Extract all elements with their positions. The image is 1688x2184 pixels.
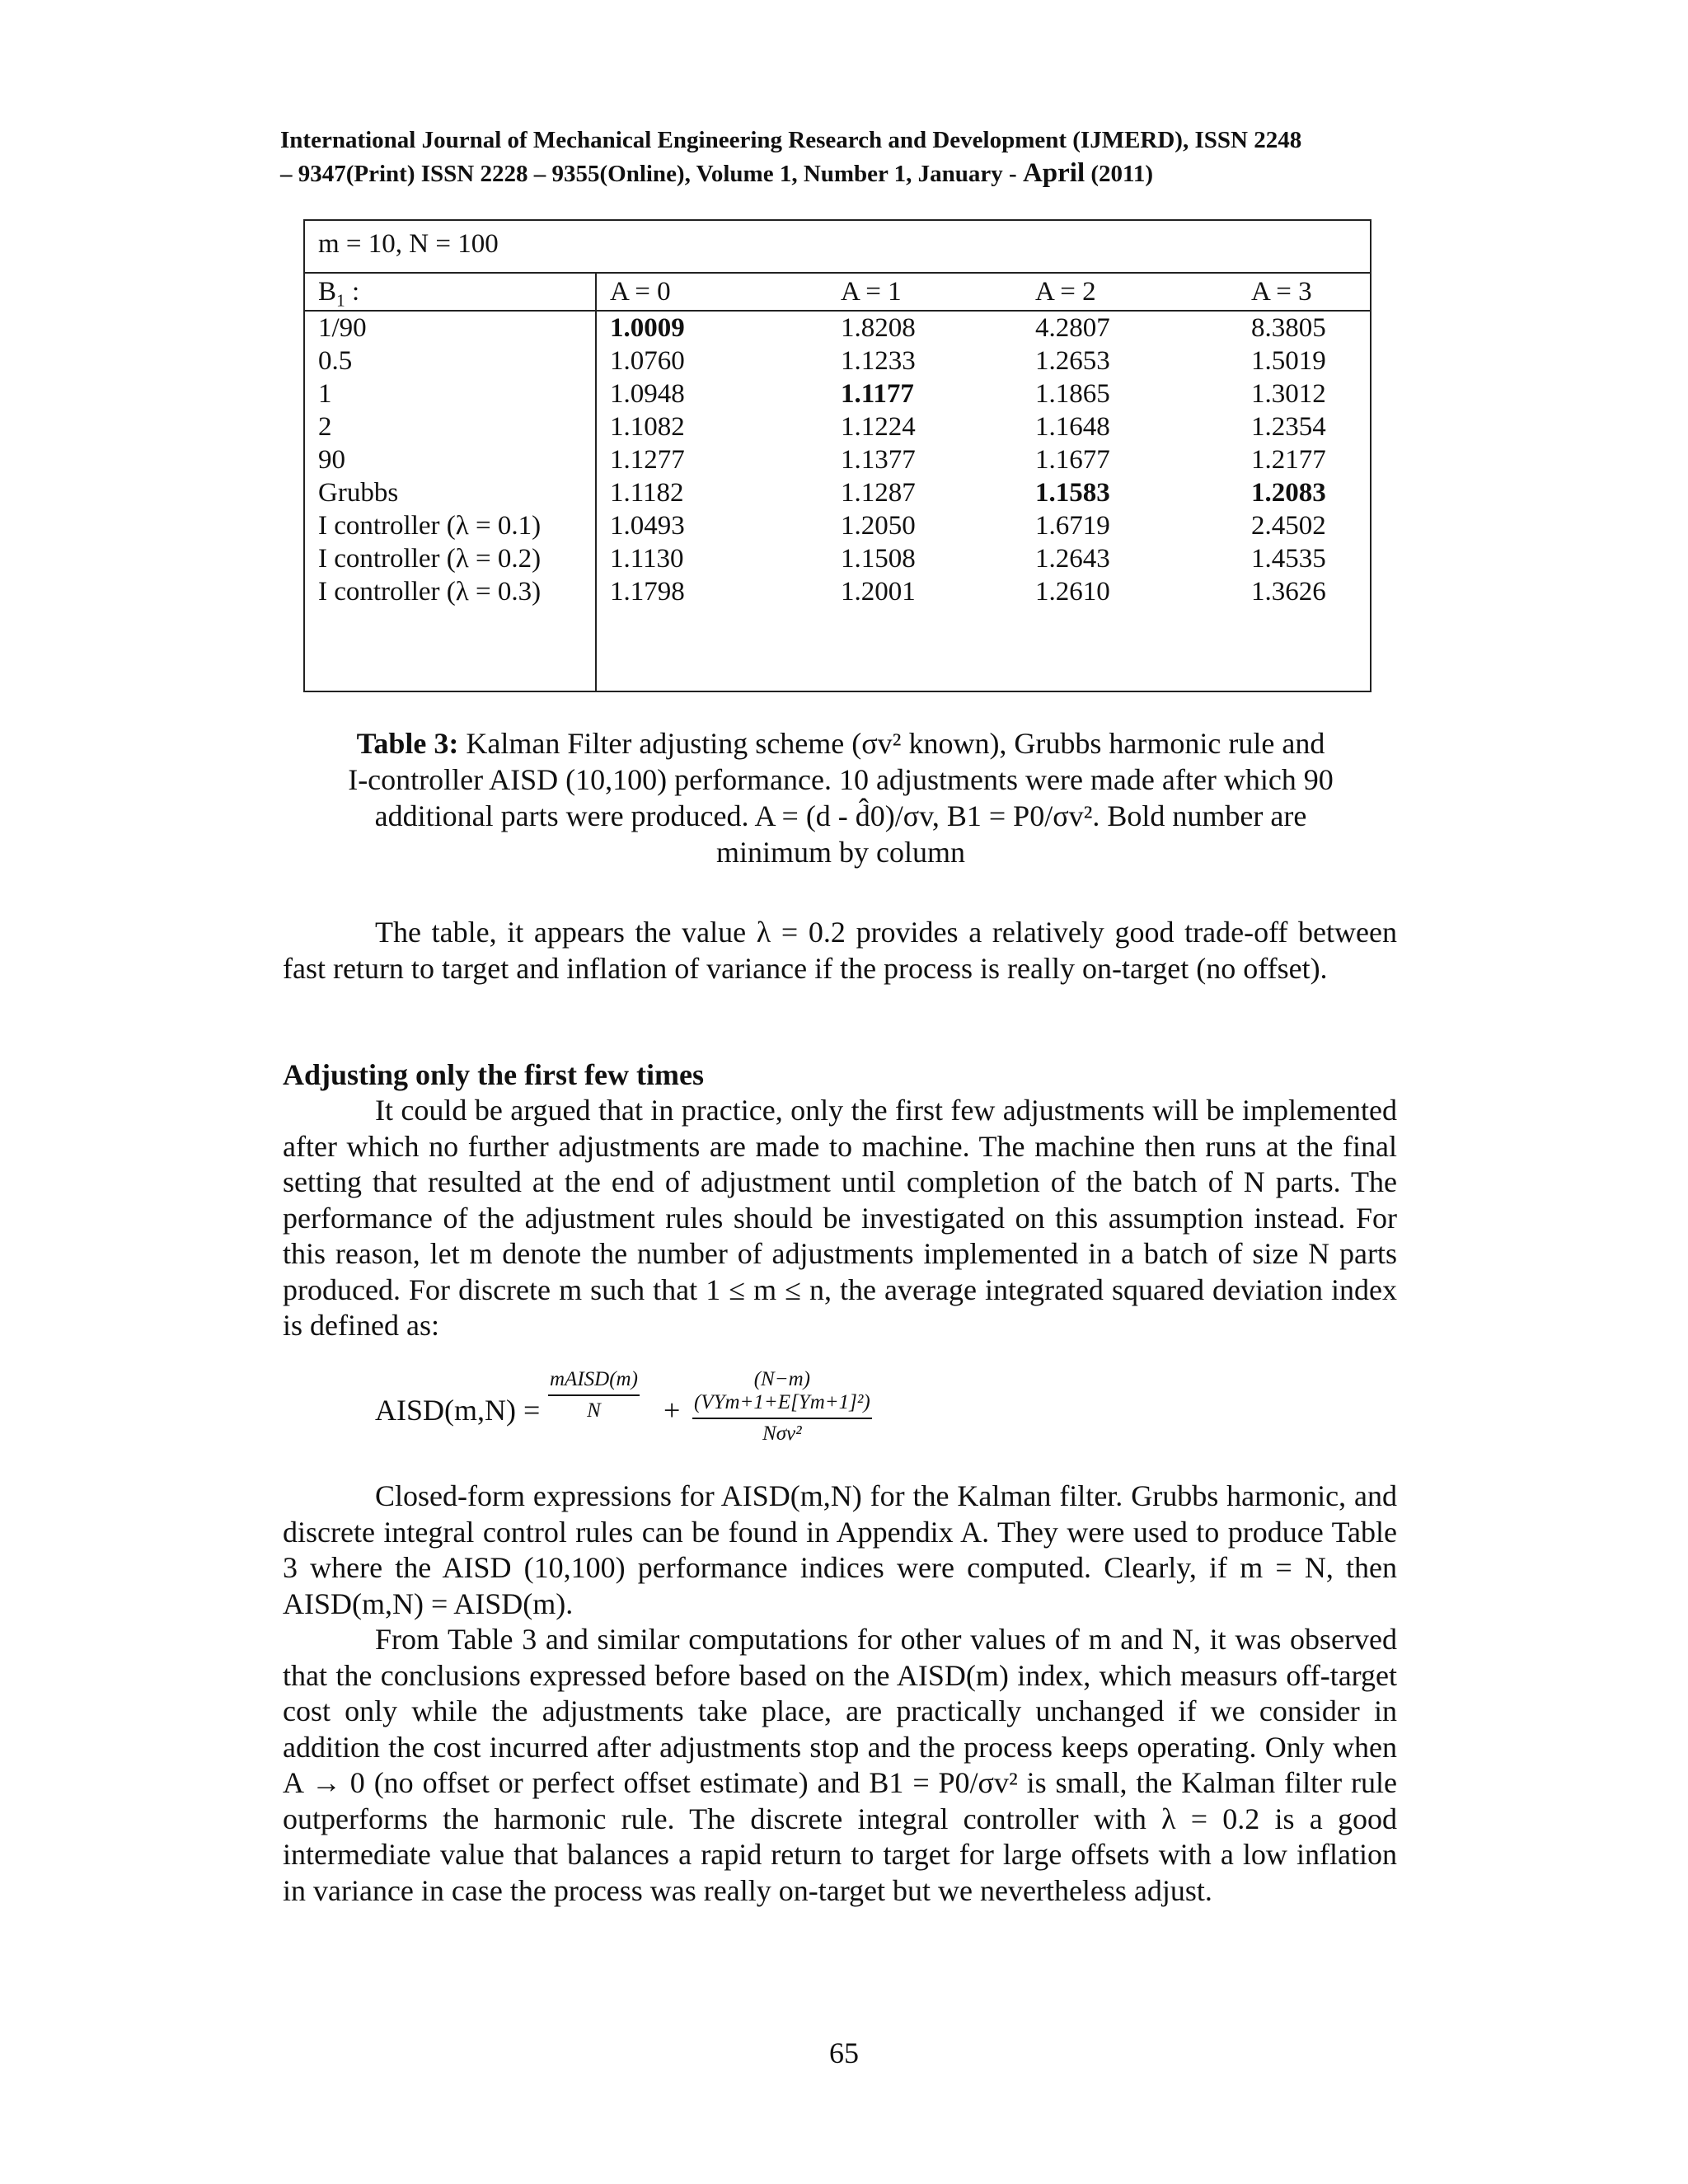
header-line-2: – 9347(Print) ISSN 2228 – 9355(Online), Volume 1, Number 1, January - April (2011) <box>280 158 1154 188</box>
table-row <box>305 478 1370 511</box>
table-cell: 8.3805 <box>1251 313 1326 343</box>
table-cell: 1.1677 <box>1035 445 1110 475</box>
table-cell: 1.8208 <box>841 313 916 343</box>
formula-fraction-1 <box>548 1368 640 1422</box>
table-cell: 1.1583 <box>1035 478 1110 508</box>
table-row <box>305 544 1370 577</box>
table-cell: 4.2807 <box>1035 313 1110 343</box>
paragraph-conclusions: From Table 3 and similar computations for other values of m and N, it was observed that the conclusions expressed before based on the AISD(m) index, which measurs off-target cost only while the adjustments take place, are practically unchanged if we consider in addition the cost incurred after adjustments stop and the process keeps operating. Only when A → 0 (no offset or perfect offset estimate) and B1 = P0/σv² is small, the Kalman filter rule outperforms the harmonic rule. The discrete integral controller with λ = 0.2 is a good intermediate value that balances a rapid return to target for large offsets with a low inflation in variance in case the process was really on-target but we nevertheless adjust. <box>283 1623 1397 1907</box>
table-cell: 1.1798 <box>610 577 685 607</box>
table-cell: 1.3012 <box>1251 379 1326 409</box>
row-label: I controller (λ = 0.2) <box>318 544 542 574</box>
table-row <box>305 313 1370 346</box>
table-row <box>305 577 1370 610</box>
formula-plus: + <box>663 1394 681 1427</box>
formula-numerator-2: (N−m)(VYm+1+E[Ym+1]²) <box>692 1368 872 1419</box>
row-label: I controller (λ = 0.3) <box>318 577 542 607</box>
table-header-a3: A = 3 <box>1251 277 1312 307</box>
table-cell: 1.1287 <box>841 478 916 508</box>
table-header-row <box>305 274 1370 312</box>
table-cell: 1.2354 <box>1251 412 1326 442</box>
table-header-a0: A = 0 <box>610 277 671 307</box>
table-setting-label: m = 10, N = 100 <box>318 229 499 259</box>
caption-line-3: additional parts were produced. A = (d - d̂0)/σv, B1 = P0/σv². Bold number are <box>374 799 1307 832</box>
table-cell: 1.1182 <box>610 478 684 508</box>
row-label: 1 <box>318 379 332 409</box>
table-cell: 1.2001 <box>841 577 916 607</box>
row-label: 0.5 <box>318 346 353 376</box>
table-cell: 1.1177 <box>841 379 914 409</box>
table-cell: 1.4535 <box>1251 544 1326 574</box>
row-label: 1/90 <box>318 313 367 343</box>
formula-lhs: AISD(m,N) = <box>375 1394 541 1427</box>
table-header-a2: A = 2 <box>1035 277 1096 307</box>
table-cell: 1.0760 <box>610 346 685 376</box>
table-caption <box>305 725 1376 870</box>
table-header-b1: $B_1$ : <box>318 277 360 311</box>
table-cell: 1.1648 <box>1035 412 1110 442</box>
paragraph-tradeoff: The table, it appears the value λ = 0.2 provides a relatively good trade-off between fast return to target and inflation of variance if the process is really on-target (no offset). <box>283 916 1397 985</box>
journal-header <box>280 124 1385 190</box>
section-heading: Adjusting only the first few times <box>283 1058 704 1091</box>
row-label: 2 <box>318 412 332 442</box>
header-line-1: International Journal of Mechanical Engineering Research and Development (IJMERD), ISSN 2248 <box>280 127 1302 153</box>
formula-denominator-1: N <box>587 1399 601 1422</box>
formula-fraction-2 <box>692 1368 872 1446</box>
paragraph-first-adjustments: It could be argued that in practice, only the first few adjustments will be implemented after which no further adjustments are made to machine. The machine then runs at the final setting that resulted at the end of adjustment until completion of the batch of N parts. The performance of the adjustment rules should be investigated on this assumption instead. For this reason, let m denote the number of adjustments implemented in a batch of size N parts produced. For discrete m such that 1 ≤ m ≤ n, the average integrated squared deviation index is defined as: <box>283 1094 1397 1342</box>
table-cell: 1.2653 <box>1035 346 1110 376</box>
row-label: I controller (λ = 0.1) <box>318 511 542 541</box>
table-cell: 1.0493 <box>610 511 685 541</box>
table-row <box>305 511 1370 544</box>
formula-numerator-1: mAISD(m) <box>548 1368 640 1396</box>
table-row <box>305 379 1370 412</box>
table-cell: 1.5019 <box>1251 346 1326 376</box>
caption-line-2: I-controller AISD (10,100) performance. 10 adjustments were made after which 90 <box>348 763 1334 796</box>
row-label: 90 <box>318 445 345 475</box>
table-cell: 1.2083 <box>1251 478 1326 508</box>
table-cell: 1.0009 <box>610 313 685 343</box>
table-row <box>305 412 1370 445</box>
table-cell: 1.1865 <box>1035 379 1110 409</box>
caption-line-4: minimum by column <box>716 836 965 869</box>
table-row <box>305 346 1370 379</box>
aisd-table <box>303 219 1372 692</box>
table-cell: 1.0948 <box>610 379 685 409</box>
table-cell: 1.1233 <box>841 346 916 376</box>
table-cell: 1.2177 <box>1251 445 1326 475</box>
page-number: 65 <box>829 2036 859 2069</box>
table-cell: 1.2610 <box>1035 577 1110 607</box>
caption-line-1: Table 3: Kalman Filter adjusting scheme (σv² known), Grubbs harmonic rule and <box>356 727 1325 760</box>
table-header-a1: A = 1 <box>841 277 902 307</box>
table-cell: 1.1277 <box>610 445 685 475</box>
table-cell: 2.4502 <box>1251 511 1326 541</box>
table-cell: 1.2643 <box>1035 544 1110 574</box>
table-cell: 1.2050 <box>841 511 916 541</box>
table-cell: 1.3626 <box>1251 577 1326 607</box>
row-label: Grubbs <box>318 478 399 508</box>
table-row <box>305 445 1370 478</box>
table-cell: 1.1082 <box>610 412 685 442</box>
table-cell: 1.1377 <box>841 445 916 475</box>
table-cell: 1.1224 <box>841 412 916 442</box>
table-cell: 1.6719 <box>1035 511 1110 541</box>
formula-denominator-2: Nσv² <box>762 1422 802 1445</box>
table-cell: 1.1508 <box>841 544 916 574</box>
table-cell: 1.1130 <box>610 544 684 574</box>
paragraph-closed-form: Closed-form expressions for AISD(m,N) for the Kalman filter. Grubbs harmonic, and discrete integral control rules can be found in Appendix A. They were used to produce Table 3 where the AISD (10,100) performance indices were computed. Clearly, if m = N, then AISD(m,N) = AISD(m). <box>283 1479 1397 1620</box>
table-setting-row <box>305 221 1370 274</box>
